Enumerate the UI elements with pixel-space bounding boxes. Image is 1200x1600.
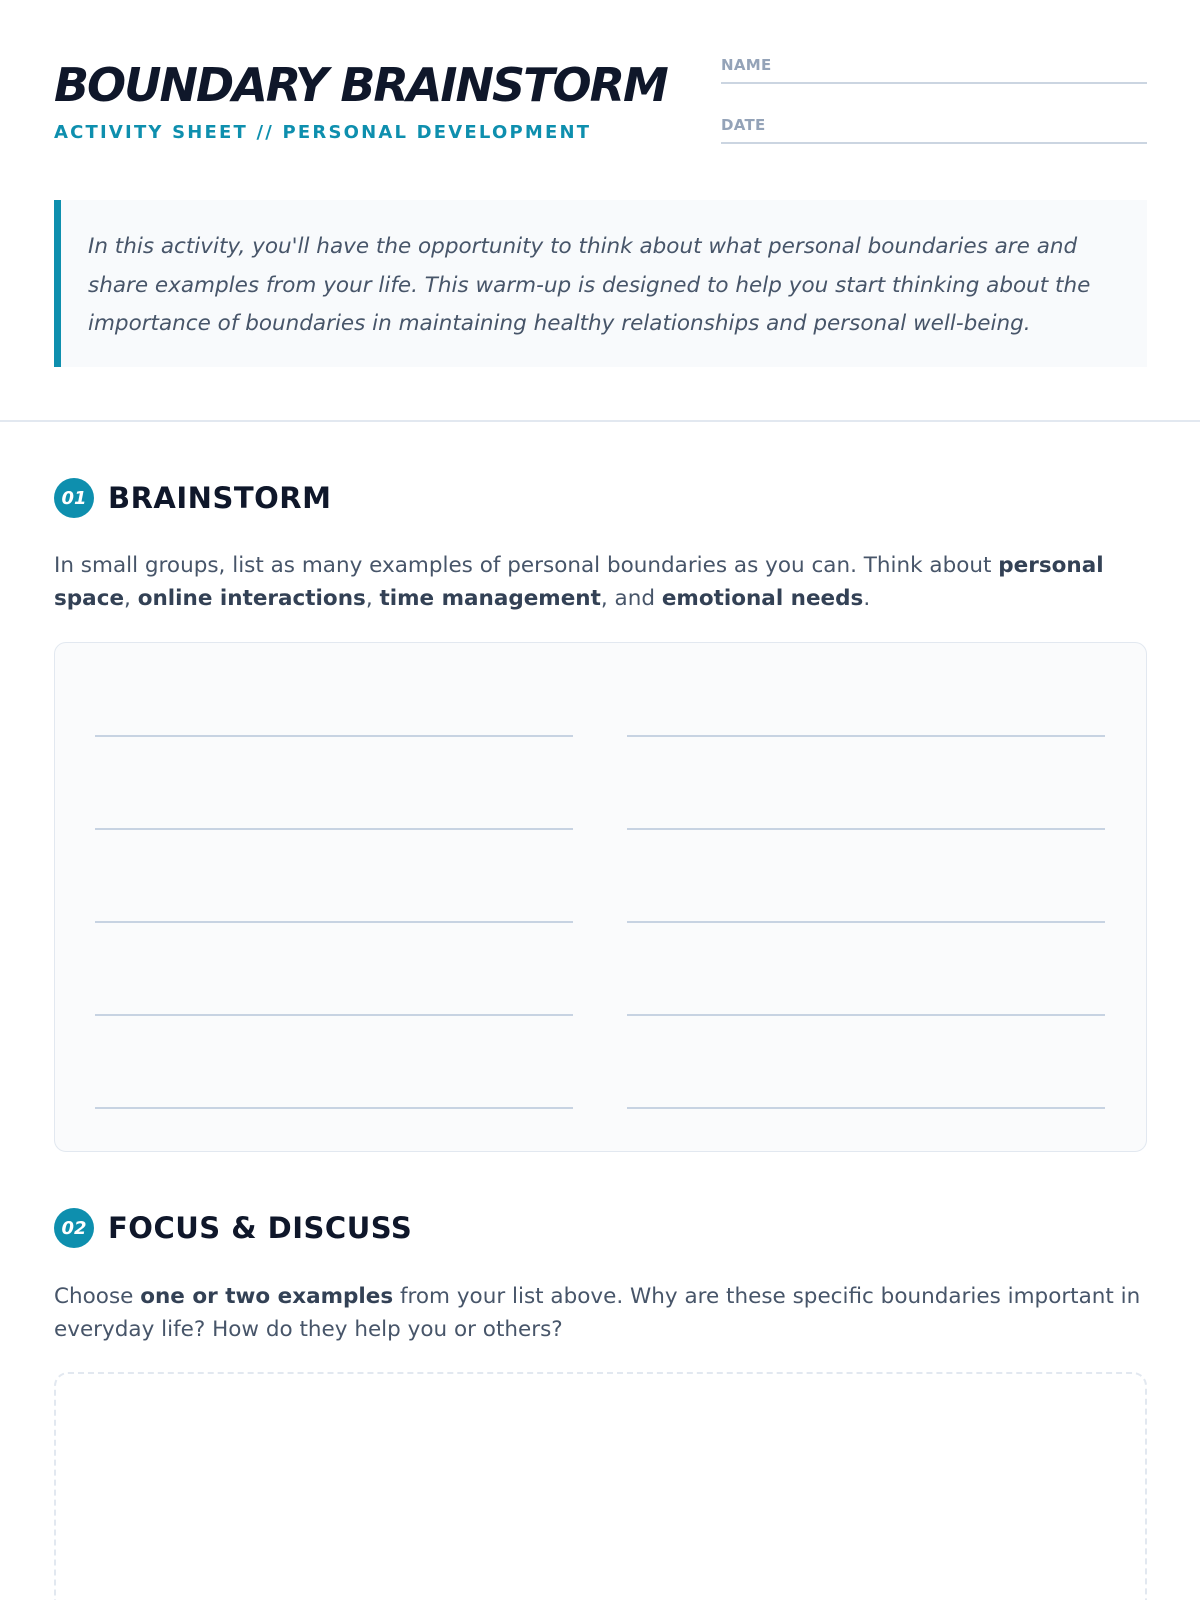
separator: , and bbox=[600, 586, 662, 611]
separator: , bbox=[365, 586, 380, 611]
instructions-text: In small groups, list as many examples of personal boundaries as you can. Think about bbox=[54, 553, 999, 578]
brainstorm-writing-area[interactable] bbox=[54, 642, 1147, 1152]
writing-line[interactable] bbox=[95, 1107, 573, 1109]
writing-line[interactable] bbox=[627, 921, 1105, 923]
writing-line[interactable] bbox=[95, 828, 573, 830]
writing-line[interactable] bbox=[95, 921, 573, 923]
instructions-text: from your list above. Why are these specific boundaries important in everyday life? How do they help you or others? bbox=[54, 1284, 1141, 1342]
writing-line[interactable] bbox=[95, 1014, 573, 1016]
section-focus-discuss-heading bbox=[54, 1208, 412, 1248]
name-line[interactable] bbox=[721, 82, 1147, 84]
name-label: NAME bbox=[721, 56, 772, 74]
page-subtitle: ACTIVITY SHEET // PERSONAL DEVELOPMENT bbox=[54, 122, 592, 143]
emphasis-personal-space: personal space bbox=[54, 553, 1104, 611]
page-title: BOUNDARY BRAINSTORM bbox=[54, 58, 667, 112]
writing-line[interactable] bbox=[95, 735, 573, 737]
writing-line[interactable] bbox=[627, 1107, 1105, 1109]
writing-line[interactable] bbox=[627, 828, 1105, 830]
intro-text: In this activity, you'll have the opportunity to think about what personal boundaries are and share examples from your life. This warm-up is designed to help you start thinking about the importance of boundaries in maintaining healthy relationships and personal well-being. bbox=[88, 234, 1091, 336]
name-field[interactable] bbox=[721, 56, 1147, 84]
section-title: BRAINSTORM bbox=[108, 481, 332, 515]
writing-line[interactable] bbox=[627, 735, 1105, 737]
discuss-instructions bbox=[54, 1280, 1154, 1346]
discussion-writing-area[interactable] bbox=[54, 1372, 1147, 1600]
date-line[interactable] bbox=[721, 142, 1147, 144]
intro-callout bbox=[54, 200, 1147, 367]
emphasis-emotional-needs: emotional needs bbox=[661, 586, 864, 611]
emphasis-one-or-two-examples: one or two examples bbox=[140, 1284, 394, 1309]
writing-line[interactable] bbox=[627, 1014, 1105, 1016]
emphasis-online-interactions: online interactions bbox=[137, 586, 366, 611]
separator: , bbox=[124, 586, 138, 611]
section-number-badge: 02 bbox=[54, 1208, 94, 1248]
section-title: FOCUS & DISCUSS bbox=[108, 1211, 413, 1245]
section-brainstorm-heading bbox=[54, 478, 331, 518]
brainstorm-instructions bbox=[54, 549, 1154, 615]
instructions-text: Choose bbox=[54, 1284, 141, 1309]
sentence-end: . bbox=[863, 586, 871, 611]
section-number-badge: 01 bbox=[54, 478, 94, 518]
date-field[interactable] bbox=[721, 116, 1147, 144]
section-divider bbox=[0, 420, 1200, 422]
date-label: DATE bbox=[721, 116, 766, 134]
header bbox=[54, 52, 1147, 162]
emphasis-time-management: time management bbox=[379, 586, 601, 611]
